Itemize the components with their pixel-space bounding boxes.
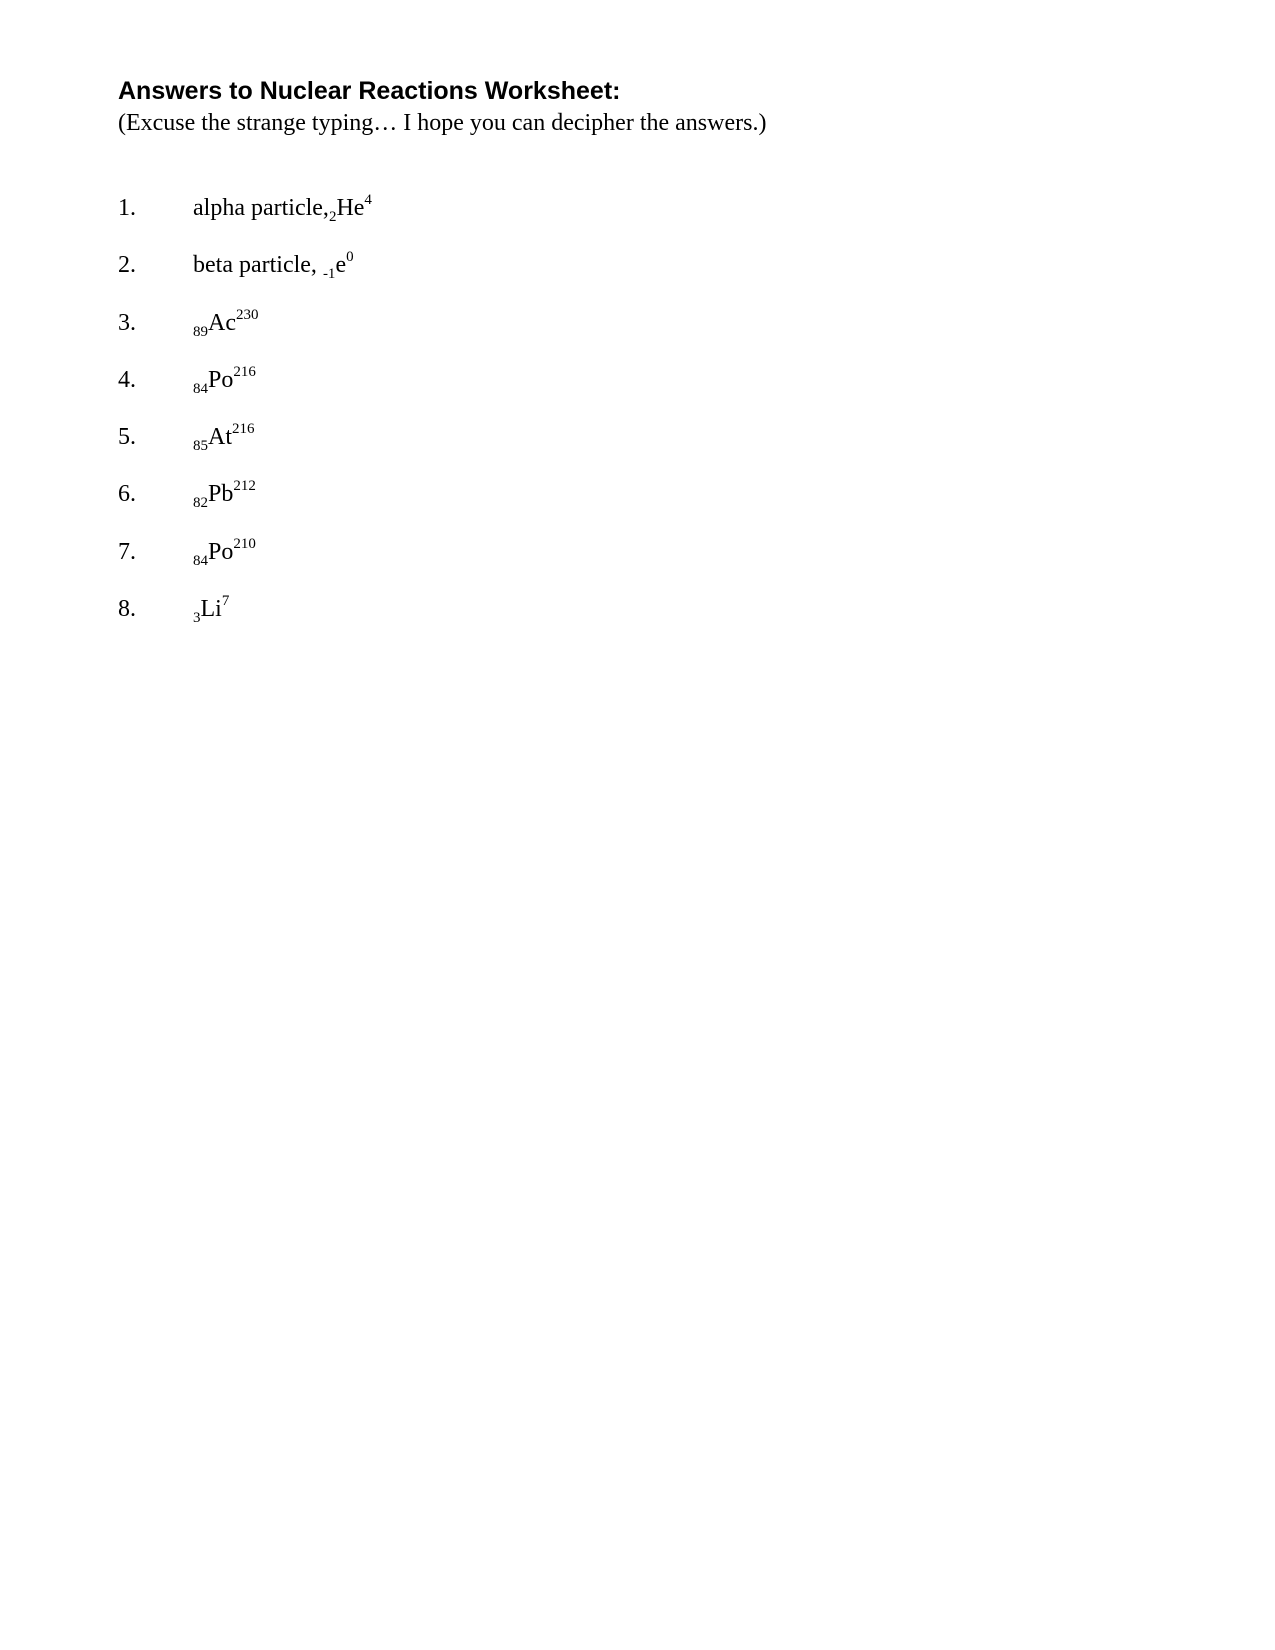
element-symbol: Li [200,596,222,623]
element-symbol: He [336,195,365,221]
answer-number: 1. [118,195,136,221]
answer-number: 6. [118,481,136,508]
mass-number: 216 [232,421,255,438]
atomic-number: 85 [193,438,208,455]
answer-content [193,308,258,341]
answer-content [193,193,372,226]
answer-number: 7. [118,538,136,565]
answer-content [193,422,255,455]
answer-number: 8. [118,596,136,623]
atomic-number: -1 [322,266,336,283]
element-symbol: e [335,252,347,279]
answer-number: 3. [118,309,136,336]
mass-number: 0 [346,249,354,266]
answer-number: 5. [118,424,136,451]
answer-content [193,365,256,398]
mass-number: 4 [364,192,372,208]
mass-number: 7 [221,593,230,610]
element-symbol: Po [208,538,234,565]
atomic-number: 84 [193,552,208,569]
mass-number: 230 [235,306,259,323]
answer-content [193,594,229,627]
element-symbol: Pb [208,481,234,508]
mass-number: 210 [233,535,256,552]
answer-text: alpha particle, [193,195,329,221]
element-symbol: At [208,424,232,451]
answer-number: 2. [118,252,136,279]
answer-text: beta particle, [193,252,323,279]
atomic-number: 89 [193,323,208,340]
document-title: Answers to Nuclear Reactions Worksheet: [118,77,621,105]
answer-content [193,537,256,570]
element-symbol: Ac [208,309,236,336]
atomic-number: 82 [193,495,208,512]
answer-content [193,479,256,512]
mass-number: 216 [233,363,256,380]
element-symbol: Po [208,366,234,393]
document-subtitle: (Excuse the strange typing… I hope you can decipher the answers.) [118,110,767,136]
answer-content [193,250,354,283]
mass-number: 212 [233,478,256,495]
atomic-number: 3 [193,610,201,627]
answer-number: 4. [118,366,136,393]
atomic-number: 84 [193,380,208,397]
atomic-number: 2 [328,209,337,225]
